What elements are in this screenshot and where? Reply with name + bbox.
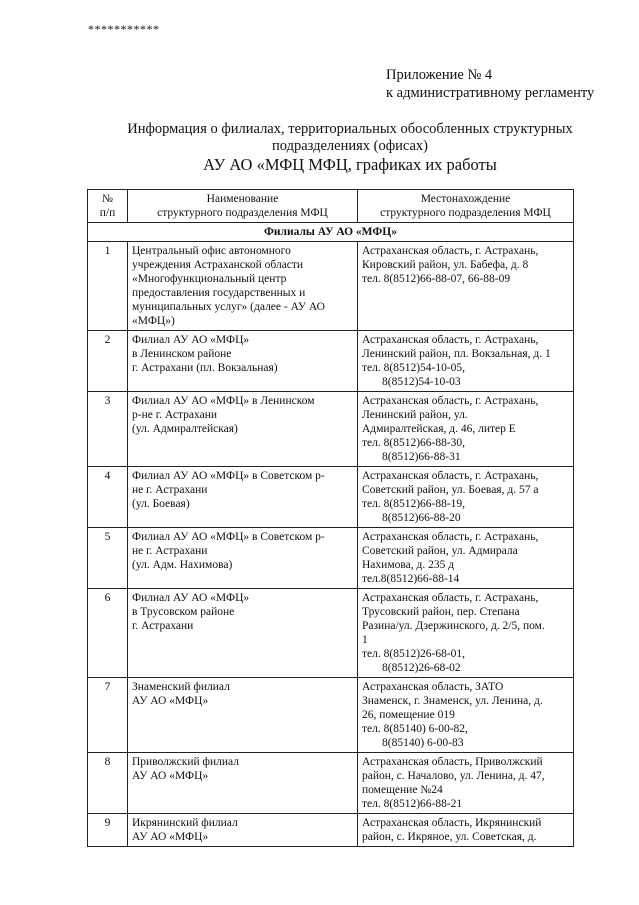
- header-num-line: №: [102, 193, 113, 205]
- branch-name: [128, 814, 358, 847]
- branch-name: [128, 528, 358, 589]
- table-row: [88, 392, 574, 467]
- branch-location-line: 1: [362, 634, 368, 646]
- branch-location-line: помещение №24: [362, 784, 443, 796]
- branch-name-line: Икрянинский филиал: [132, 817, 238, 829]
- branch-location-line: Астраханская область, г. Астрахань,: [362, 592, 539, 604]
- branch-location-line: тел. 8(8512)66-88-30,: [362, 437, 466, 449]
- branch-location-line: тел. 8(8512)66-88-21: [362, 798, 463, 810]
- row-number: 1: [88, 242, 128, 331]
- branch-location-line: тел. 8(8512)66-88-19,: [362, 498, 466, 510]
- header-num: [88, 190, 128, 223]
- branch-name-line: г. Астрахани (пл. Вокзальная): [132, 362, 278, 374]
- branch-name-line: Филиал АУ АО «МФЦ»: [132, 334, 250, 346]
- branch-location-line: район, с. Началово, ул. Ленина, д. 47,: [362, 770, 545, 782]
- heading-line-3: АУ АО «МФЦ МФЦ, графиках их работы: [203, 155, 497, 174]
- branch-location: [358, 242, 574, 331]
- branch-location: [358, 392, 574, 467]
- table-row: [88, 678, 574, 753]
- branch-location-line: Ленинский район, ул.: [362, 409, 468, 421]
- branch-name-line: Филиал АУ АО «МФЦ» в Ленинском: [132, 395, 315, 407]
- branch-name-line: г. Астрахани: [132, 620, 194, 632]
- branch-location: [358, 589, 574, 678]
- document-heading: [100, 121, 600, 175]
- branch-name-line: АУ АО «МФЦ»: [132, 770, 209, 782]
- branch-location: [358, 331, 574, 392]
- branch-name-line: Филиал АУ АО «МФЦ» в Советском р-: [132, 470, 325, 482]
- branch-location: [358, 814, 574, 847]
- branch-name-line: (ул. Адм. Нахимова): [132, 559, 233, 571]
- header-num-line: п/п: [99, 207, 116, 219]
- branch-name-line: Приволжский филиал: [132, 756, 239, 768]
- branch-location-line: 8(85140) 6-00-83: [382, 737, 464, 749]
- branch-location-line: Астраханская область, г. Астрахань,: [362, 245, 539, 257]
- branch-name-line: Центральный офис автономного: [132, 245, 291, 257]
- branch-location-line: Советский район, ул. Боевая, д. 57 а: [362, 484, 539, 496]
- branch-name: [128, 242, 358, 331]
- table-row: [88, 589, 574, 678]
- branch-name-line: (ул. Адмиралтейская): [132, 423, 238, 435]
- branch-name: [128, 678, 358, 753]
- branch-name-line: АУ АО «МФЦ»: [132, 695, 209, 707]
- branch-name-line: в Трусовском районе: [132, 606, 235, 618]
- branch-location-line: тел. 8(8512)26-68-01,: [362, 648, 466, 660]
- table-row: [88, 467, 574, 528]
- branch-location-line: Адмиралтейская, д. 46, литер Е: [362, 423, 516, 435]
- branch-name-line: «Многофункциональный центр: [132, 273, 287, 285]
- branch-location-line: Знаменск, г. Знаменск, ул. Ленина, д.: [362, 695, 543, 707]
- branch-location-line: Астраханская область, г. Астрахань,: [362, 531, 539, 543]
- appendix-number: Приложение № 4: [386, 67, 493, 83]
- row-number: 3: [88, 392, 128, 467]
- branch-location-line: 8(8512)26-68-02: [382, 662, 461, 674]
- branch-name-line: «МФЦ»): [132, 315, 175, 327]
- branch-name-line: учреждения Астраханской области: [132, 259, 304, 271]
- row-number: 8: [88, 753, 128, 814]
- branch-name-line: Филиал АУ АО «МФЦ»: [132, 592, 250, 604]
- branch-name-line: предоставления государственных и: [132, 287, 306, 299]
- branch-name: [128, 753, 358, 814]
- header-name: [128, 190, 358, 223]
- section-row: [88, 223, 574, 242]
- branch-name-line: Филиал АУ АО «МФЦ» в Советском р-: [132, 531, 325, 543]
- branch-location-line: 8(8512)54-10-03: [382, 376, 461, 388]
- branch-name-line: не г. Астрахани: [132, 545, 208, 557]
- branch-location: [358, 678, 574, 753]
- branch-name-line: в Ленинском районе: [132, 348, 232, 360]
- branch-location-line: Астраханская область, г. Астрахань,: [362, 470, 539, 482]
- branch-name: [128, 589, 358, 678]
- branch-location-line: Разина/ул. Дзержинского, д. 2/5, пом.: [362, 620, 545, 632]
- row-number: 5: [88, 528, 128, 589]
- heading-line-1: Информация о филиалах, территориальных обособленных структурных: [127, 121, 573, 137]
- branch-location-line: Астраханская область, г. Астрахань,: [362, 334, 539, 346]
- header-location-line: Местонахождение: [420, 193, 511, 205]
- table-row: [88, 814, 574, 847]
- row-number: 4: [88, 467, 128, 528]
- section-title: Филиалы АУ АО «МФЦ»: [88, 223, 574, 242]
- branch-location-line: Ленинский район, пл. Вокзальная, д. 1: [362, 348, 551, 360]
- row-number: 7: [88, 678, 128, 753]
- branch-name-line: Знаменский филиал: [132, 681, 230, 693]
- table-row: [88, 753, 574, 814]
- redaction-stars: ***********: [88, 22, 160, 36]
- branch-location-line: Астраханская область, г. Астрахань,: [362, 395, 539, 407]
- table-row: [88, 242, 574, 331]
- branch-name-line: р-не г. Астрахани: [132, 409, 218, 421]
- appendix-reference: к административному регламенту: [386, 85, 595, 101]
- branch-location-line: тел. 8(8512)66-88-07, 66-88-09: [362, 273, 511, 285]
- branch-location-line: тел. 8(8512)54-10-05,: [362, 362, 466, 374]
- branch-location-line: Астраханская область, Икрянинский: [362, 817, 542, 829]
- branch-location-line: Кировский район, ул. Бабефа, д. 8: [362, 259, 529, 271]
- appendix-caption: [386, 66, 594, 102]
- header-location: [358, 190, 574, 223]
- branch-name-line: АУ АО «МФЦ»: [132, 831, 209, 843]
- branch-location-line: 26, помещение 019: [362, 709, 455, 721]
- branch-location-line: Нахимова, д. 235 д: [362, 559, 455, 571]
- branch-location-line: Советский район, ул. Адмирала: [362, 545, 518, 557]
- header-name-line: структурного подразделения МФЦ: [157, 207, 328, 219]
- branch-location-line: Астраханская область, ЗАТО: [362, 681, 504, 693]
- branch-name: [128, 392, 358, 467]
- table-row: [88, 528, 574, 589]
- branch-location-line: 8(8512)66-88-31: [382, 451, 461, 463]
- branch-location-line: район, с. Икряное, ул. Советская, д.: [362, 831, 537, 843]
- branch-name: [128, 331, 358, 392]
- table-header-row: [88, 190, 574, 223]
- branch-location-line: тел. 8(85140) 6-00-82,: [362, 723, 468, 735]
- header-location-line: структурного подразделения МФЦ: [380, 207, 551, 219]
- row-number: 6: [88, 589, 128, 678]
- branch-location: [358, 528, 574, 589]
- branch-location-line: Трусовский район, пер. Степана: [362, 606, 520, 618]
- heading-line-2: подразделениях (офисах): [271, 138, 429, 154]
- branch-location-line: Астраханская область, Приволжский: [362, 756, 543, 768]
- branch-location-line: тел.8(8512)66-88-14: [362, 573, 460, 585]
- branch-name-line: не г. Астрахани: [132, 484, 208, 496]
- branch-location: [358, 467, 574, 528]
- header-name-line: Наименование: [206, 193, 279, 205]
- row-number: 2: [88, 331, 128, 392]
- branch-name-line: (ул. Боевая): [132, 498, 190, 510]
- branch-location-line: 8(8512)66-88-20: [382, 512, 461, 524]
- row-number: 9: [88, 814, 128, 847]
- branch-name-line: муниципальных услуг» (далее - АУ АО: [132, 301, 325, 313]
- branch-location: [358, 753, 574, 814]
- branches-table: [87, 189, 574, 847]
- branch-name: [128, 467, 358, 528]
- table-row: [88, 331, 574, 392]
